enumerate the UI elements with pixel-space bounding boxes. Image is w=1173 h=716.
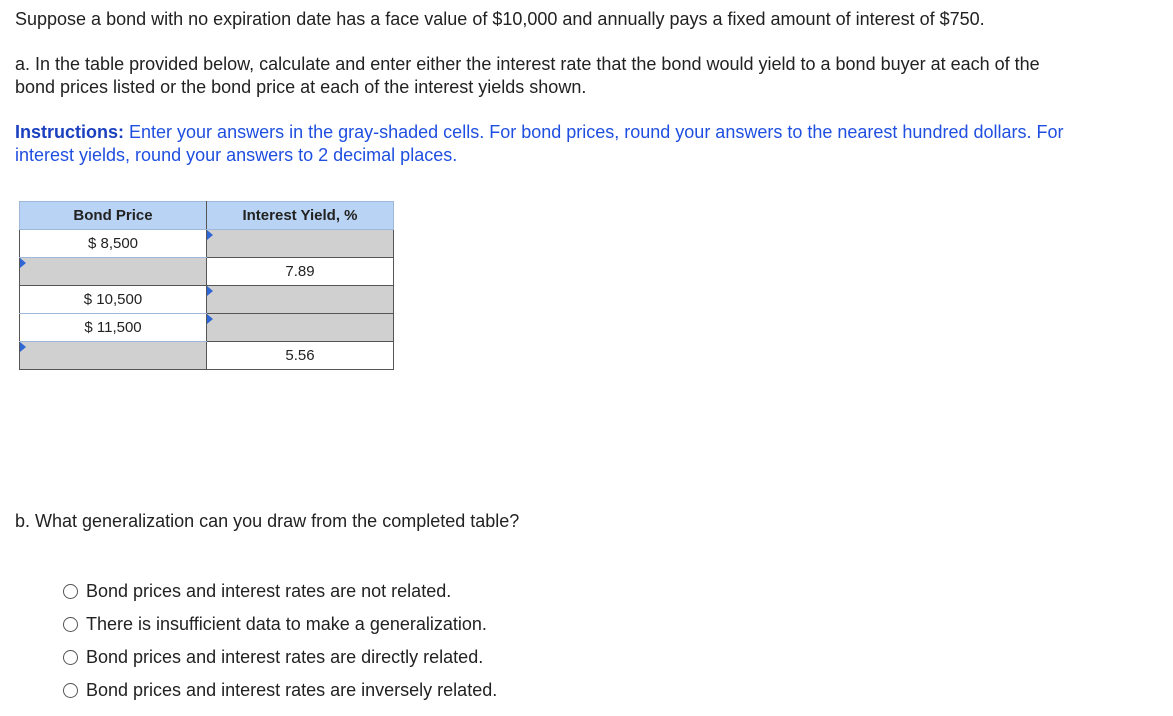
- bond-price-cell: $ 10,500: [20, 286, 207, 314]
- header-interest-yield: Interest Yield, %: [207, 202, 394, 230]
- table-row: [20, 286, 394, 314]
- table-row: [20, 314, 394, 342]
- instructions: [15, 121, 1165, 167]
- bond-price-answer-cell[interactable]: [20, 258, 207, 286]
- interest-yield-cell: 7.89: [207, 258, 394, 286]
- option-label: Bond prices and interest rates are not related.: [86, 581, 452, 601]
- part-b-prompt: b. What generalization can you draw from the completed table?: [15, 511, 520, 531]
- option-label: Bond prices and interest rates are directly related.: [86, 647, 484, 667]
- answer-flag-icon: [20, 342, 26, 352]
- option-inversely-related[interactable]: [63, 674, 497, 707]
- instructions-text-1: Enter your answers in the gray-shaded cells. For bond prices, round your answers to the nearest hundred dollars. For: [124, 122, 1064, 142]
- question-body: [15, 8, 1165, 167]
- part-a-line-2: bond prices listed or the bond price at each of the interest yields shown.: [15, 77, 587, 97]
- interest-yield-input[interactable]: [207, 229, 397, 258]
- option-insufficient-data[interactable]: [63, 608, 497, 641]
- table-row: [20, 230, 394, 258]
- part-a-prompt: [15, 53, 1165, 99]
- radio-button[interactable]: [63, 683, 78, 698]
- answer-flag-icon: [207, 230, 213, 240]
- table-header-row: [20, 202, 394, 230]
- table-row: [20, 258, 394, 286]
- bond-price-cell: $ 8,500: [20, 230, 207, 258]
- header-bond-price: Bond Price: [20, 202, 207, 230]
- answer-flag-icon: [207, 314, 213, 324]
- answer-flag-icon: [207, 286, 213, 296]
- option-not-related[interactable]: [63, 575, 497, 608]
- interest-yield-answer-cell[interactable]: [207, 314, 394, 342]
- bond-price-answer-cell[interactable]: [20, 342, 207, 370]
- option-label: There is insufficient data to make a generalization.: [86, 614, 487, 634]
- bond-table: [19, 201, 394, 370]
- bond-price-input[interactable]: [20, 257, 210, 286]
- radio-button[interactable]: [63, 584, 78, 599]
- interest-yield-input[interactable]: [207, 313, 397, 342]
- interest-yield-answer-cell[interactable]: [207, 230, 394, 258]
- radio-button[interactable]: [63, 617, 78, 632]
- bond-price-input[interactable]: [20, 341, 210, 370]
- instructions-line-2: interest yields, round your answers to 2 decimal places.: [15, 145, 458, 165]
- part-b-options: [63, 575, 497, 707]
- instructions-lead: Instructions:: [15, 122, 125, 142]
- bond-price-cell: $ 11,500: [20, 314, 207, 342]
- option-label: Bond prices and interest rates are inversely related.: [86, 680, 498, 700]
- interest-yield-cell: 5.56: [207, 342, 394, 370]
- radio-button[interactable]: [63, 650, 78, 665]
- instructions-line-1: [15, 121, 1165, 144]
- interest-yield-answer-cell[interactable]: [207, 286, 394, 314]
- question-intro: Suppose a bond with no expiration date has a face value of $10,000 and annually pays a fixed amount of interest of $750.: [15, 9, 985, 29]
- interest-yield-input[interactable]: [207, 285, 397, 314]
- answer-flag-icon: [20, 258, 26, 268]
- part-a-line-1: a. In the table provided below, calculate and enter either the interest rate that the bond would yield to a bond buyer at each of the: [15, 54, 1040, 74]
- option-directly-related[interactable]: [63, 641, 497, 674]
- table-row: [20, 342, 394, 370]
